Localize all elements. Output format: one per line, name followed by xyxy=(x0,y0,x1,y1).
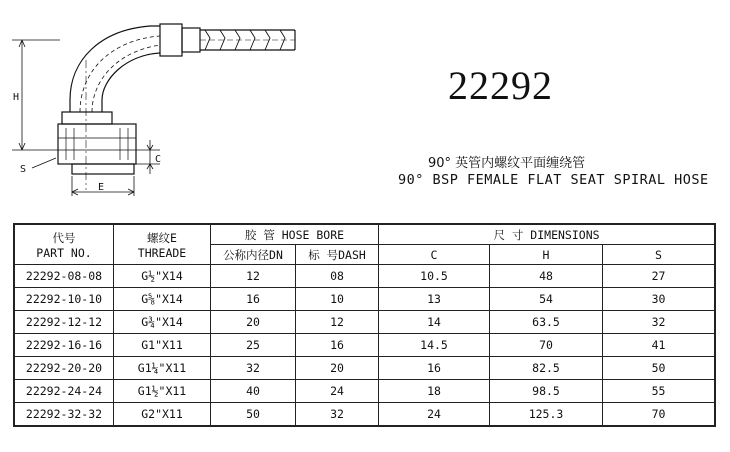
title-chinese: 90° 英管内螺纹平面缠绕管 xyxy=(428,156,586,171)
cell-s: 32 xyxy=(603,311,716,334)
cell-c: 10.5 xyxy=(379,265,490,288)
dim-s-label: S xyxy=(20,164,27,175)
table-row xyxy=(14,265,715,288)
cell-part: 22292-20-20 xyxy=(14,357,114,380)
cell-thread: G¾"X14 xyxy=(114,311,211,334)
table-row xyxy=(14,288,715,311)
header-part-no xyxy=(14,224,114,265)
cell-dash: 12 xyxy=(296,311,379,334)
cell-h: 82.5 xyxy=(490,357,603,380)
cell-thread: G⅝"X14 xyxy=(114,288,211,311)
header-dimensions: 尺 寸 DIMENSIONS xyxy=(379,224,716,245)
cell-h: 48 xyxy=(490,265,603,288)
title-english: 90° BSP FEMALE FLAT SEAT SPIRAL HOSE xyxy=(398,172,709,188)
cell-dn: 12 xyxy=(211,265,296,288)
cell-s: 70 xyxy=(603,403,716,427)
cell-thread: G2"X11 xyxy=(114,403,211,427)
table-row xyxy=(14,311,715,334)
cell-dn: 16 xyxy=(211,288,296,311)
cell-part: 22292-08-08 xyxy=(14,265,114,288)
dim-c-label: C xyxy=(155,154,162,165)
cell-thread: G1"X11 xyxy=(114,334,211,357)
spec-table-body xyxy=(14,265,715,427)
header-thread-cn: 螺纹E xyxy=(147,230,177,245)
cell-dn: 25 xyxy=(211,334,296,357)
header-part-no-cn: 代号 xyxy=(52,230,76,245)
cell-s: 55 xyxy=(603,380,716,403)
cell-c: 13 xyxy=(379,288,490,311)
cell-dash: 24 xyxy=(296,380,379,403)
cell-h: 54 xyxy=(490,288,603,311)
header-part-no-en: PART NO. xyxy=(36,245,92,260)
cell-part: 22292-24-24 xyxy=(14,380,114,403)
cell-c: 24 xyxy=(379,403,490,427)
cell-dn: 50 xyxy=(211,403,296,427)
dim-e-label: E xyxy=(98,182,105,193)
header-thread xyxy=(114,224,211,265)
cell-h: 70 xyxy=(490,334,603,357)
cell-dash: 20 xyxy=(296,357,379,380)
cell-c: 14 xyxy=(379,311,490,334)
cell-part: 22292-12-12 xyxy=(14,311,114,334)
cell-dn: 20 xyxy=(211,311,296,334)
cell-part: 22292-32-32 xyxy=(14,403,114,427)
header-hose-bore: 胶 管 HOSE BORE xyxy=(211,224,379,245)
cell-dash: 16 xyxy=(296,334,379,357)
header-s: S xyxy=(603,245,716,265)
cell-s: 27 xyxy=(603,265,716,288)
cell-dash: 32 xyxy=(296,403,379,427)
table-row xyxy=(14,334,715,357)
cell-c: 14.5 xyxy=(379,334,490,357)
fitting-drawing xyxy=(0,0,330,215)
header-h: H xyxy=(490,245,603,265)
cell-s: 30 xyxy=(603,288,716,311)
cell-s: 50 xyxy=(603,357,716,380)
header-dn: 公称内径DN xyxy=(211,245,296,265)
spec-table xyxy=(13,223,716,427)
cell-h: 63.5 xyxy=(490,311,603,334)
cell-dn: 32 xyxy=(211,357,296,380)
cell-h: 98.5 xyxy=(490,380,603,403)
cell-part: 22292-10-10 xyxy=(14,288,114,311)
cell-h: 125.3 xyxy=(490,403,603,427)
header-dash: 标 号DASH xyxy=(296,245,379,265)
table-row xyxy=(14,380,715,403)
header-thread-en: THREADE xyxy=(137,245,187,260)
cell-c: 16 xyxy=(379,357,490,380)
cell-part: 22292-16-16 xyxy=(14,334,114,357)
cell-thread: G1½"X11 xyxy=(114,380,211,403)
cell-dash: 08 xyxy=(296,265,379,288)
cell-dn: 40 xyxy=(211,380,296,403)
cell-c: 18 xyxy=(379,380,490,403)
table-row xyxy=(14,357,715,380)
cell-thread: G½"X14 xyxy=(114,265,211,288)
cell-s: 41 xyxy=(603,334,716,357)
cell-thread: G1¼"X11 xyxy=(114,357,211,380)
dim-h-label: H xyxy=(13,92,20,103)
part-code: 22292 xyxy=(448,63,553,108)
table-row xyxy=(14,403,715,427)
header-c: C xyxy=(379,245,490,265)
cell-dash: 10 xyxy=(296,288,379,311)
